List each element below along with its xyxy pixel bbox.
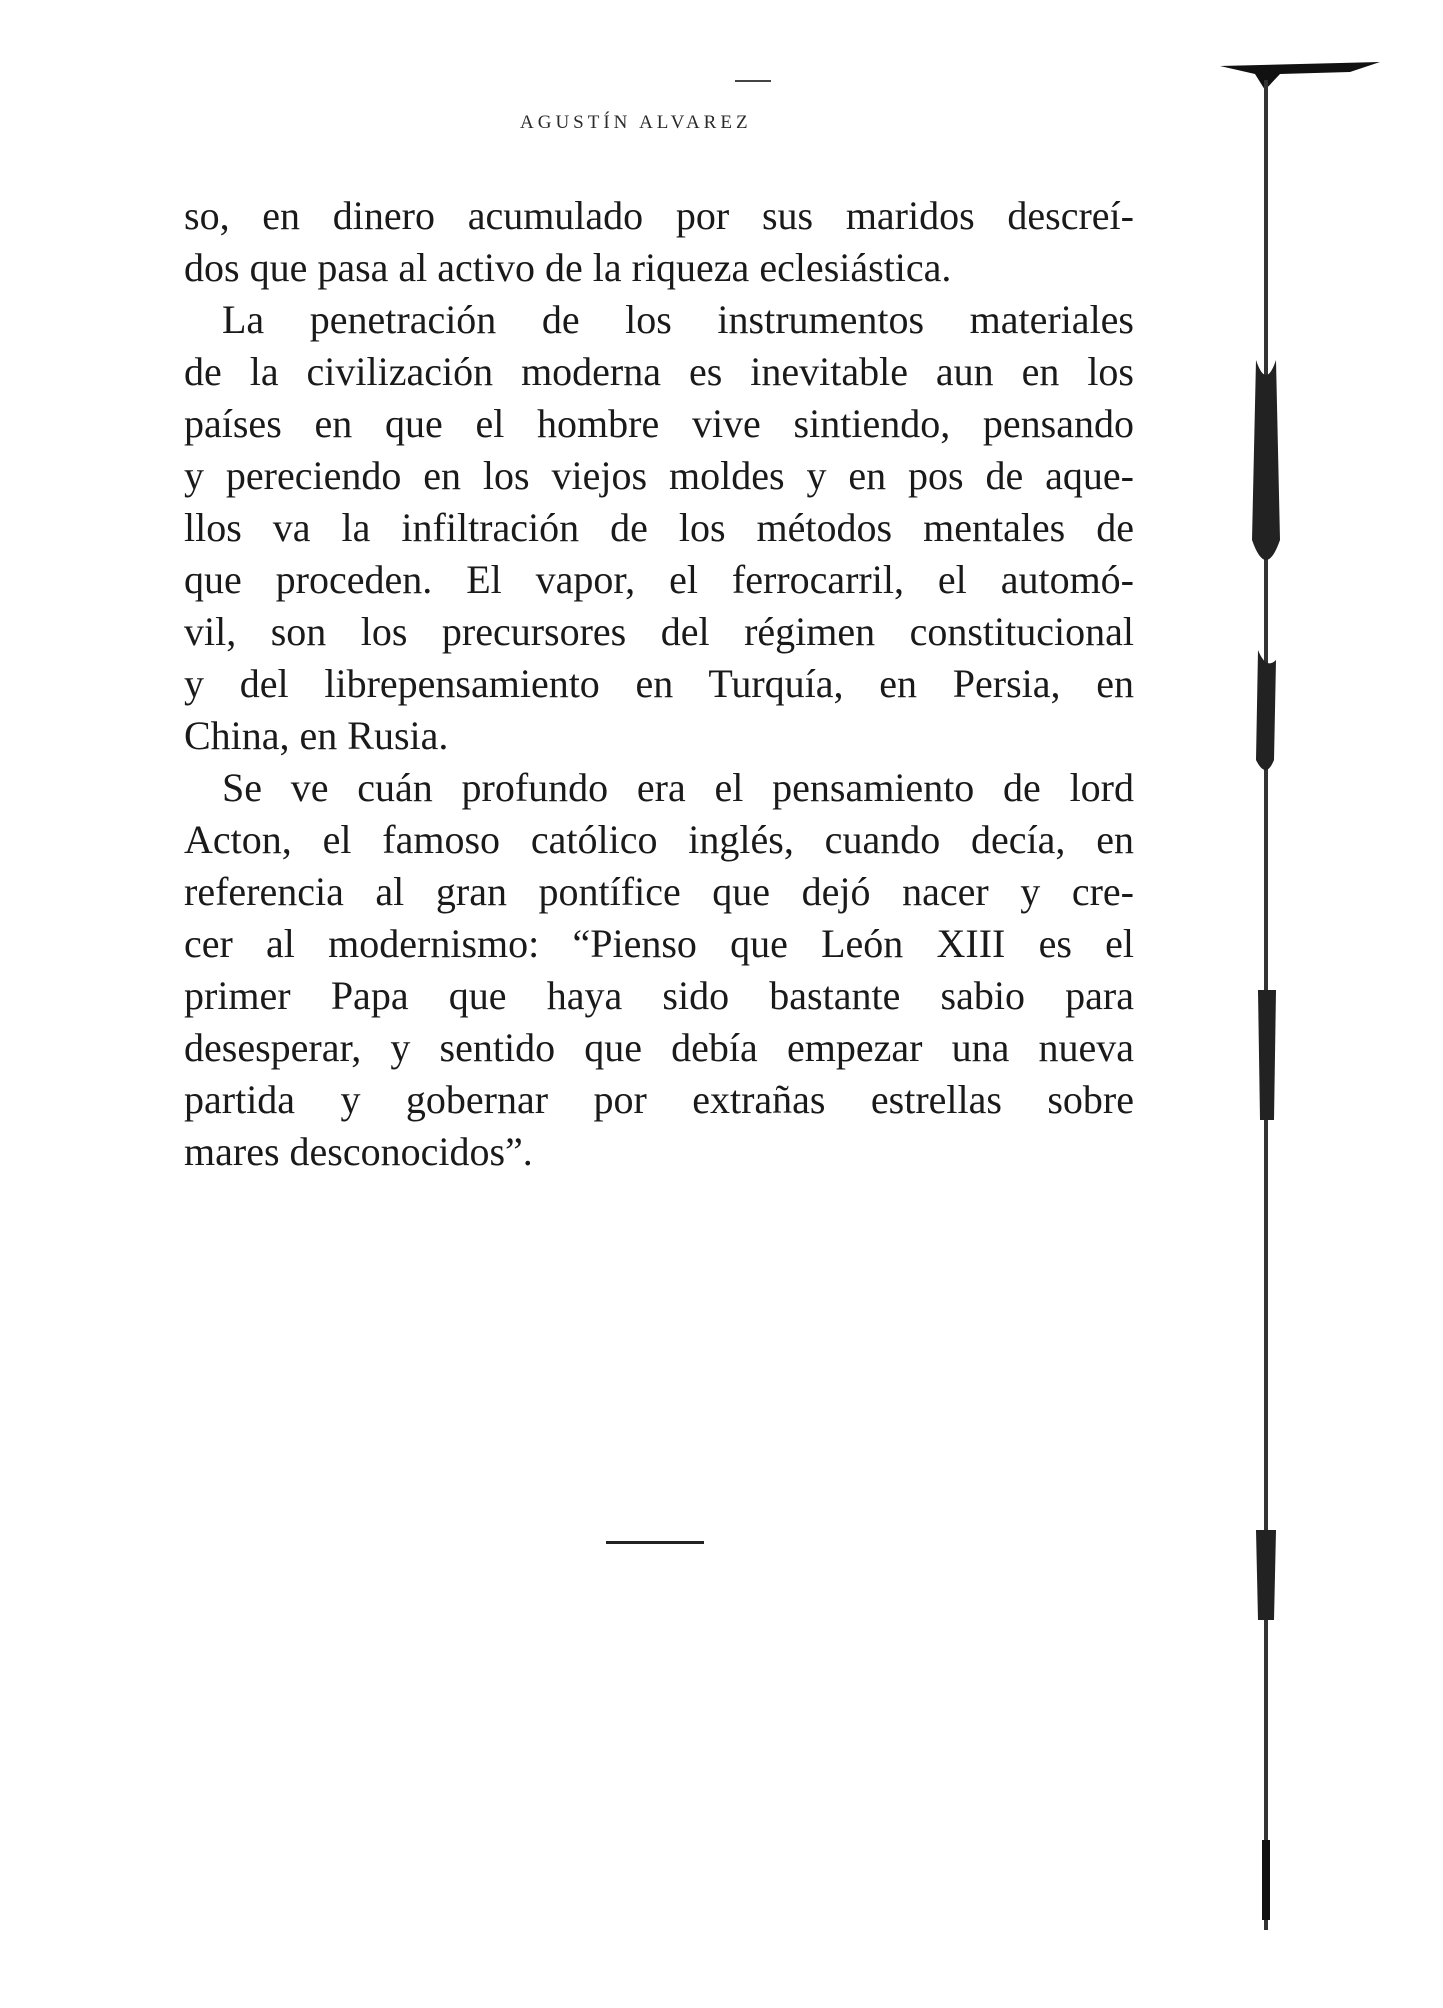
text-line: vil, son los precursores del régimen constitucional — [184, 609, 1134, 654]
text-line: que proceden. El vapor, el ferrocarril, el automó- — [184, 557, 1134, 602]
text-line: Se ve cuán profundo era el pensamiento de lord — [222, 765, 1134, 810]
text-line: llos va la infiltración de los métodos mentales de — [184, 505, 1134, 550]
text-line: partida y gobernar por extrañas estrellas sobre — [184, 1077, 1134, 1122]
text-line: China, en Rusia. — [184, 713, 449, 758]
text-line: La penetración de los instrumentos materiales — [222, 297, 1134, 342]
running-head: AGUSTÍN ALVAREZ — [520, 112, 752, 133]
text-line: dos que pasa al activo de la riqueza eclesiástica. — [184, 245, 952, 290]
text-line: y pereciendo en los viejos moldes y en pos de aque- — [184, 453, 1134, 498]
text-line: referencia al gran pontífice que dejó nacer y cre- — [184, 869, 1134, 914]
text-line: mares desconocidos”. — [184, 1129, 533, 1174]
top-rule — [735, 80, 771, 82]
text-line: Acton, el famoso católico inglés, cuando decía, en — [184, 817, 1134, 862]
text-line: países en que el hombre vive sintiendo, pensando — [184, 401, 1134, 446]
text-line: cer al modernismo: “Pienso que León XIII es el — [184, 921, 1134, 966]
end-rule — [606, 1541, 704, 1544]
text-line: de la civilización moderna es inevitable aun en los — [184, 349, 1134, 394]
text-line: y del librepensamiento en Turquía, en Persia, en — [184, 661, 1134, 706]
body-text — [184, 190, 1134, 1178]
scan-edge-artifact — [1210, 60, 1390, 1940]
text-line: desesperar, y sentido que debía empezar una nueva — [184, 1025, 1134, 1070]
text-line: primer Papa que haya sido bastante sabio para — [184, 973, 1134, 1018]
text-line: so, en dinero acumulado por sus maridos descreí- — [184, 193, 1134, 238]
